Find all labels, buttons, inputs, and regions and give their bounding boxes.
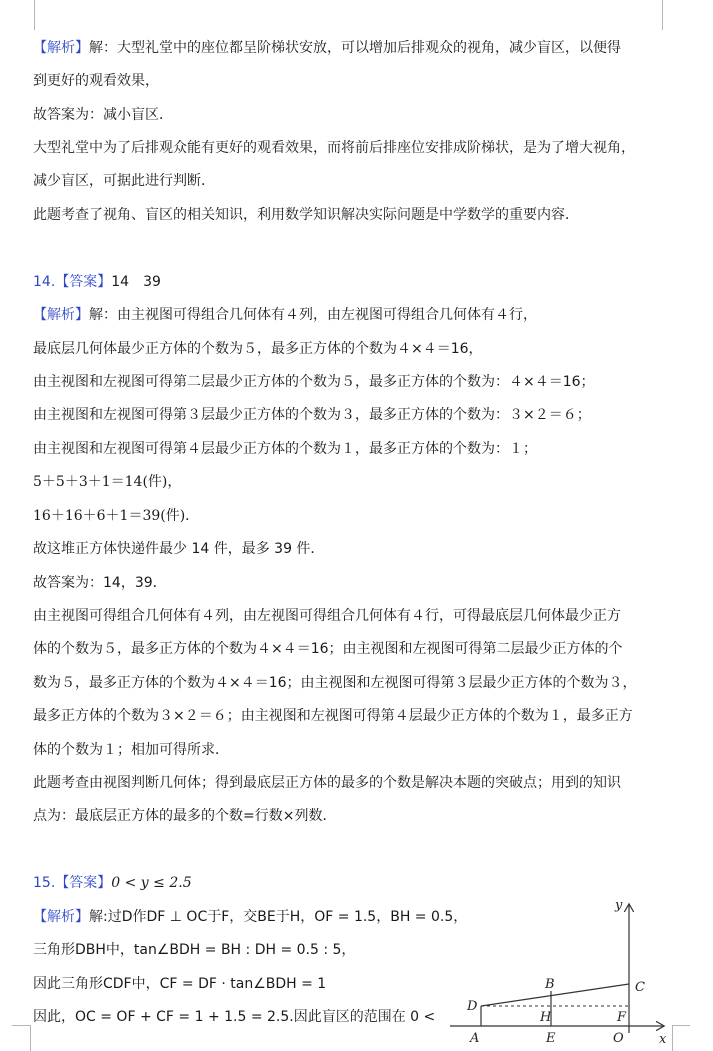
q15-text-1: 解:过D作DF ⊥ OC于F，交BE于H，OF = 1.5，BH = 0.5， xyxy=(89,909,468,925)
q13-line-2: 到更好的观看效果， xyxy=(33,73,159,89)
q13-line-6: 此题考查了视角、盲区的相关知识，利用数学知识解决实际问题是中学数学的重要内容． xyxy=(33,207,579,223)
label-b: B xyxy=(545,977,555,992)
q15-line-4: 因此，OC = OF + CF = 1 + 1.5 = 2.5.因此盲区的范围在 0 < xyxy=(33,1009,436,1025)
q14-line-8: 故这堆正方体快递件最少 14 件，最多 39 件． xyxy=(33,541,325,557)
label-e: E xyxy=(546,1031,556,1046)
q14-answer: 14 39 xyxy=(111,274,161,290)
q14-number: 14. xyxy=(33,274,56,290)
q13-line-4: 大型礼堂中为了后排观众能有更好的观看效果，而将前后排座位安排成阶梯状，是为了增大视角， xyxy=(33,140,635,156)
q14-line-10: 由主视图可得组合几何体有４列，由左视图可得组合几何体有４行，可得最底层几何体最少正方 xyxy=(33,608,621,624)
q13-line-5: 减少盲区，可据此进行判断． xyxy=(33,173,215,189)
q14-line-2: 最底层几何体最少正方体的个数为５，最多正方体的个数为４×４＝16， xyxy=(33,341,483,357)
q14-analysis-tag: 【解析】 xyxy=(33,307,89,323)
q15-answer-tag: 【答案】 xyxy=(55,875,112,891)
label-c: C xyxy=(635,980,645,995)
q14-line-4: 由主视图和左视图可得第３层最少正方体的个数为３，最多正方体的个数为：３×２＝６； xyxy=(33,407,591,423)
q14-line-16: 点为：最底层正方体的最多的个数=行数×列数． xyxy=(33,808,337,824)
q15-line-3: 因此三角形CDF中，CF = DF · tan∠BDH = 1 xyxy=(33,976,327,992)
q14-line-3: 由主视图和左视图可得第二层最少正方体的个数为５，最多正方体的个数为：４×４＝16； xyxy=(33,374,595,390)
q15-line-1 xyxy=(33,907,467,927)
label-h: H xyxy=(540,1010,552,1025)
q15-number: 15. xyxy=(33,875,56,891)
label-d: D xyxy=(467,999,478,1014)
q15-answer-line xyxy=(33,873,192,893)
q14-line-15: 此题考查由视图判断几何体；得到最底层正方体的最多的个数是解决本题的突破点；用到的知识 xyxy=(33,775,621,791)
crop-mark-bottom-left-v xyxy=(30,1025,31,1051)
q14-line-12: 数为５，最多正方体的个数为４×４＝16；由主视图和左视图可得第３层最少正方体的个数为３， xyxy=(33,675,637,691)
label-x: x xyxy=(659,1032,667,1047)
q14-line-11: 体的个数为５，最多正方体的个数为４×４＝16；由主视图和左视图可得第二层最少正方体的个 xyxy=(33,641,623,657)
q14-line-1 xyxy=(33,305,537,325)
q14-answer-line xyxy=(33,272,161,292)
q14-line-5: 由主视图和左视图可得第４层最少正方体的个数为１，最多正方体的个数为：１； xyxy=(33,441,537,457)
q14-line-6: 5＋5＋3＋1＝14(件)， xyxy=(33,474,182,490)
label-a: A xyxy=(470,1031,480,1046)
q14-line-13: 最多正方体的个数为３×２＝６；由主视图和左视图可得第４层最少正方体的个数为１，最多正方 xyxy=(33,708,633,724)
crop-mark-top-right xyxy=(662,0,677,30)
q14-line-7: 16＋16＋6＋1＝39(件)． xyxy=(33,508,200,524)
q14-answer-tag: 【答案】 xyxy=(55,274,112,290)
q13-line-1 xyxy=(33,38,621,58)
label-f: F xyxy=(617,1010,627,1025)
q15-analysis-tag: 【解析】 xyxy=(33,909,89,925)
q14-text-1: 解：由主视图可得组合几何体有４列，由左视图可得组合几何体有４行， xyxy=(89,307,537,323)
q15-answer: 0 < y ≤ 2.5 xyxy=(111,875,192,891)
crop-mark-top-left xyxy=(20,0,35,30)
q15-line-2: 三角形DBH中，tan∠BDH = BH : DH = 0.5 : 5， xyxy=(33,942,356,958)
q13-analysis-tag: 【解析】 xyxy=(33,40,89,56)
q13-line-3: 故答案为：减小盲区． xyxy=(33,107,173,123)
crop-mark-bottom-left xyxy=(12,1025,30,1026)
q14-line-14: 体的个数为１；相加可得所求． xyxy=(33,742,229,758)
geometry-figure xyxy=(445,893,675,1048)
q14-line-9: 故答案为：14，39． xyxy=(33,575,167,591)
q13-text-1: 解：大型礼堂中的座位都呈阶梯状安放，可以增加后排观众的视角，减少盲区，以便得 xyxy=(89,40,621,56)
label-y: y xyxy=(615,898,623,913)
label-o: O xyxy=(613,1031,624,1046)
line-dc xyxy=(481,984,629,1006)
